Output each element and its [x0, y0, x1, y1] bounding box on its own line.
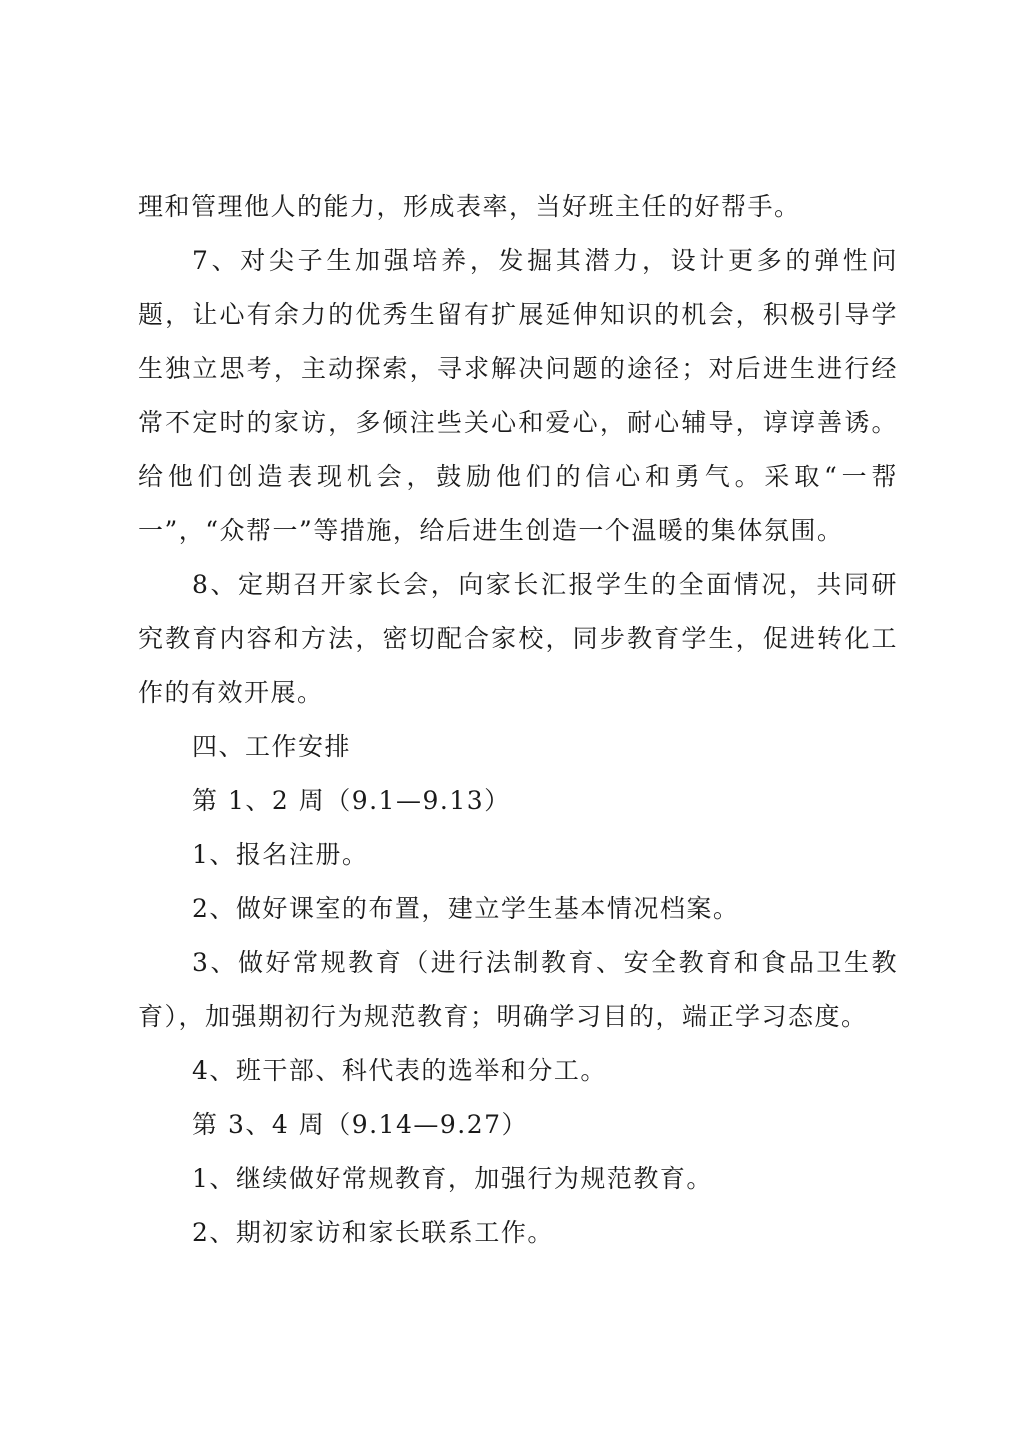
paragraph-continuation: 理和管理他人的能力，形成表率，当好班主任的好帮手。 — [138, 192, 801, 221]
week-heading-1-2: 第 1、2 周（9.1—9.13） — [192, 786, 511, 815]
week1-item-2: 2、做好课室的布置，建立学生基本情况档案。 — [192, 894, 740, 923]
paragraph-item-8: 8、定期召开家长会，向家长汇报学生的全面情况，共同研究教育内容和方法，密切配合家校，同步教育学生，促进转化工作的有效开展。 — [138, 570, 898, 707]
week1-item-3: 3、做好常规教育（进行法制教育、安全教育和食品卫生教育），加强期初行为规范教育；明确学习目的，端正学习态度。 — [138, 948, 898, 1031]
week1-item-4: 4、班干部、科代表的选举和分工。 — [192, 1056, 607, 1085]
week-heading-3-4: 第 3、4 周（9.14—9.27） — [192, 1110, 529, 1139]
week3-item-2: 2、期初家访和家长联系工作。 — [192, 1218, 554, 1247]
week1-item-1: 1、报名注册。 — [192, 840, 369, 869]
document-body — [138, 180, 898, 1260]
section-heading-work-schedule: 四、工作安排 — [192, 732, 352, 761]
paragraph-item-7: 7、对尖子生加强培养，发掘其潜力，设计更多的弹性问题，让心有余力的优秀生留有扩展延伸知识的机会，积极引导学生独立思考，主动探索，寻求解决问题的途径；对后进生进行经常不定时的家访，多倾注些关心和爱心，耐心辅导，谆谆善诱。给他们创造表现机会，鼓励他们的信心和勇气。采取“一帮一”，“众帮一”等措施，给后进生创造一个温暖的集体氛围。 — [138, 246, 898, 545]
week3-item-1: 1、继续做好常规教育，加强行为规范教育。 — [192, 1164, 713, 1193]
